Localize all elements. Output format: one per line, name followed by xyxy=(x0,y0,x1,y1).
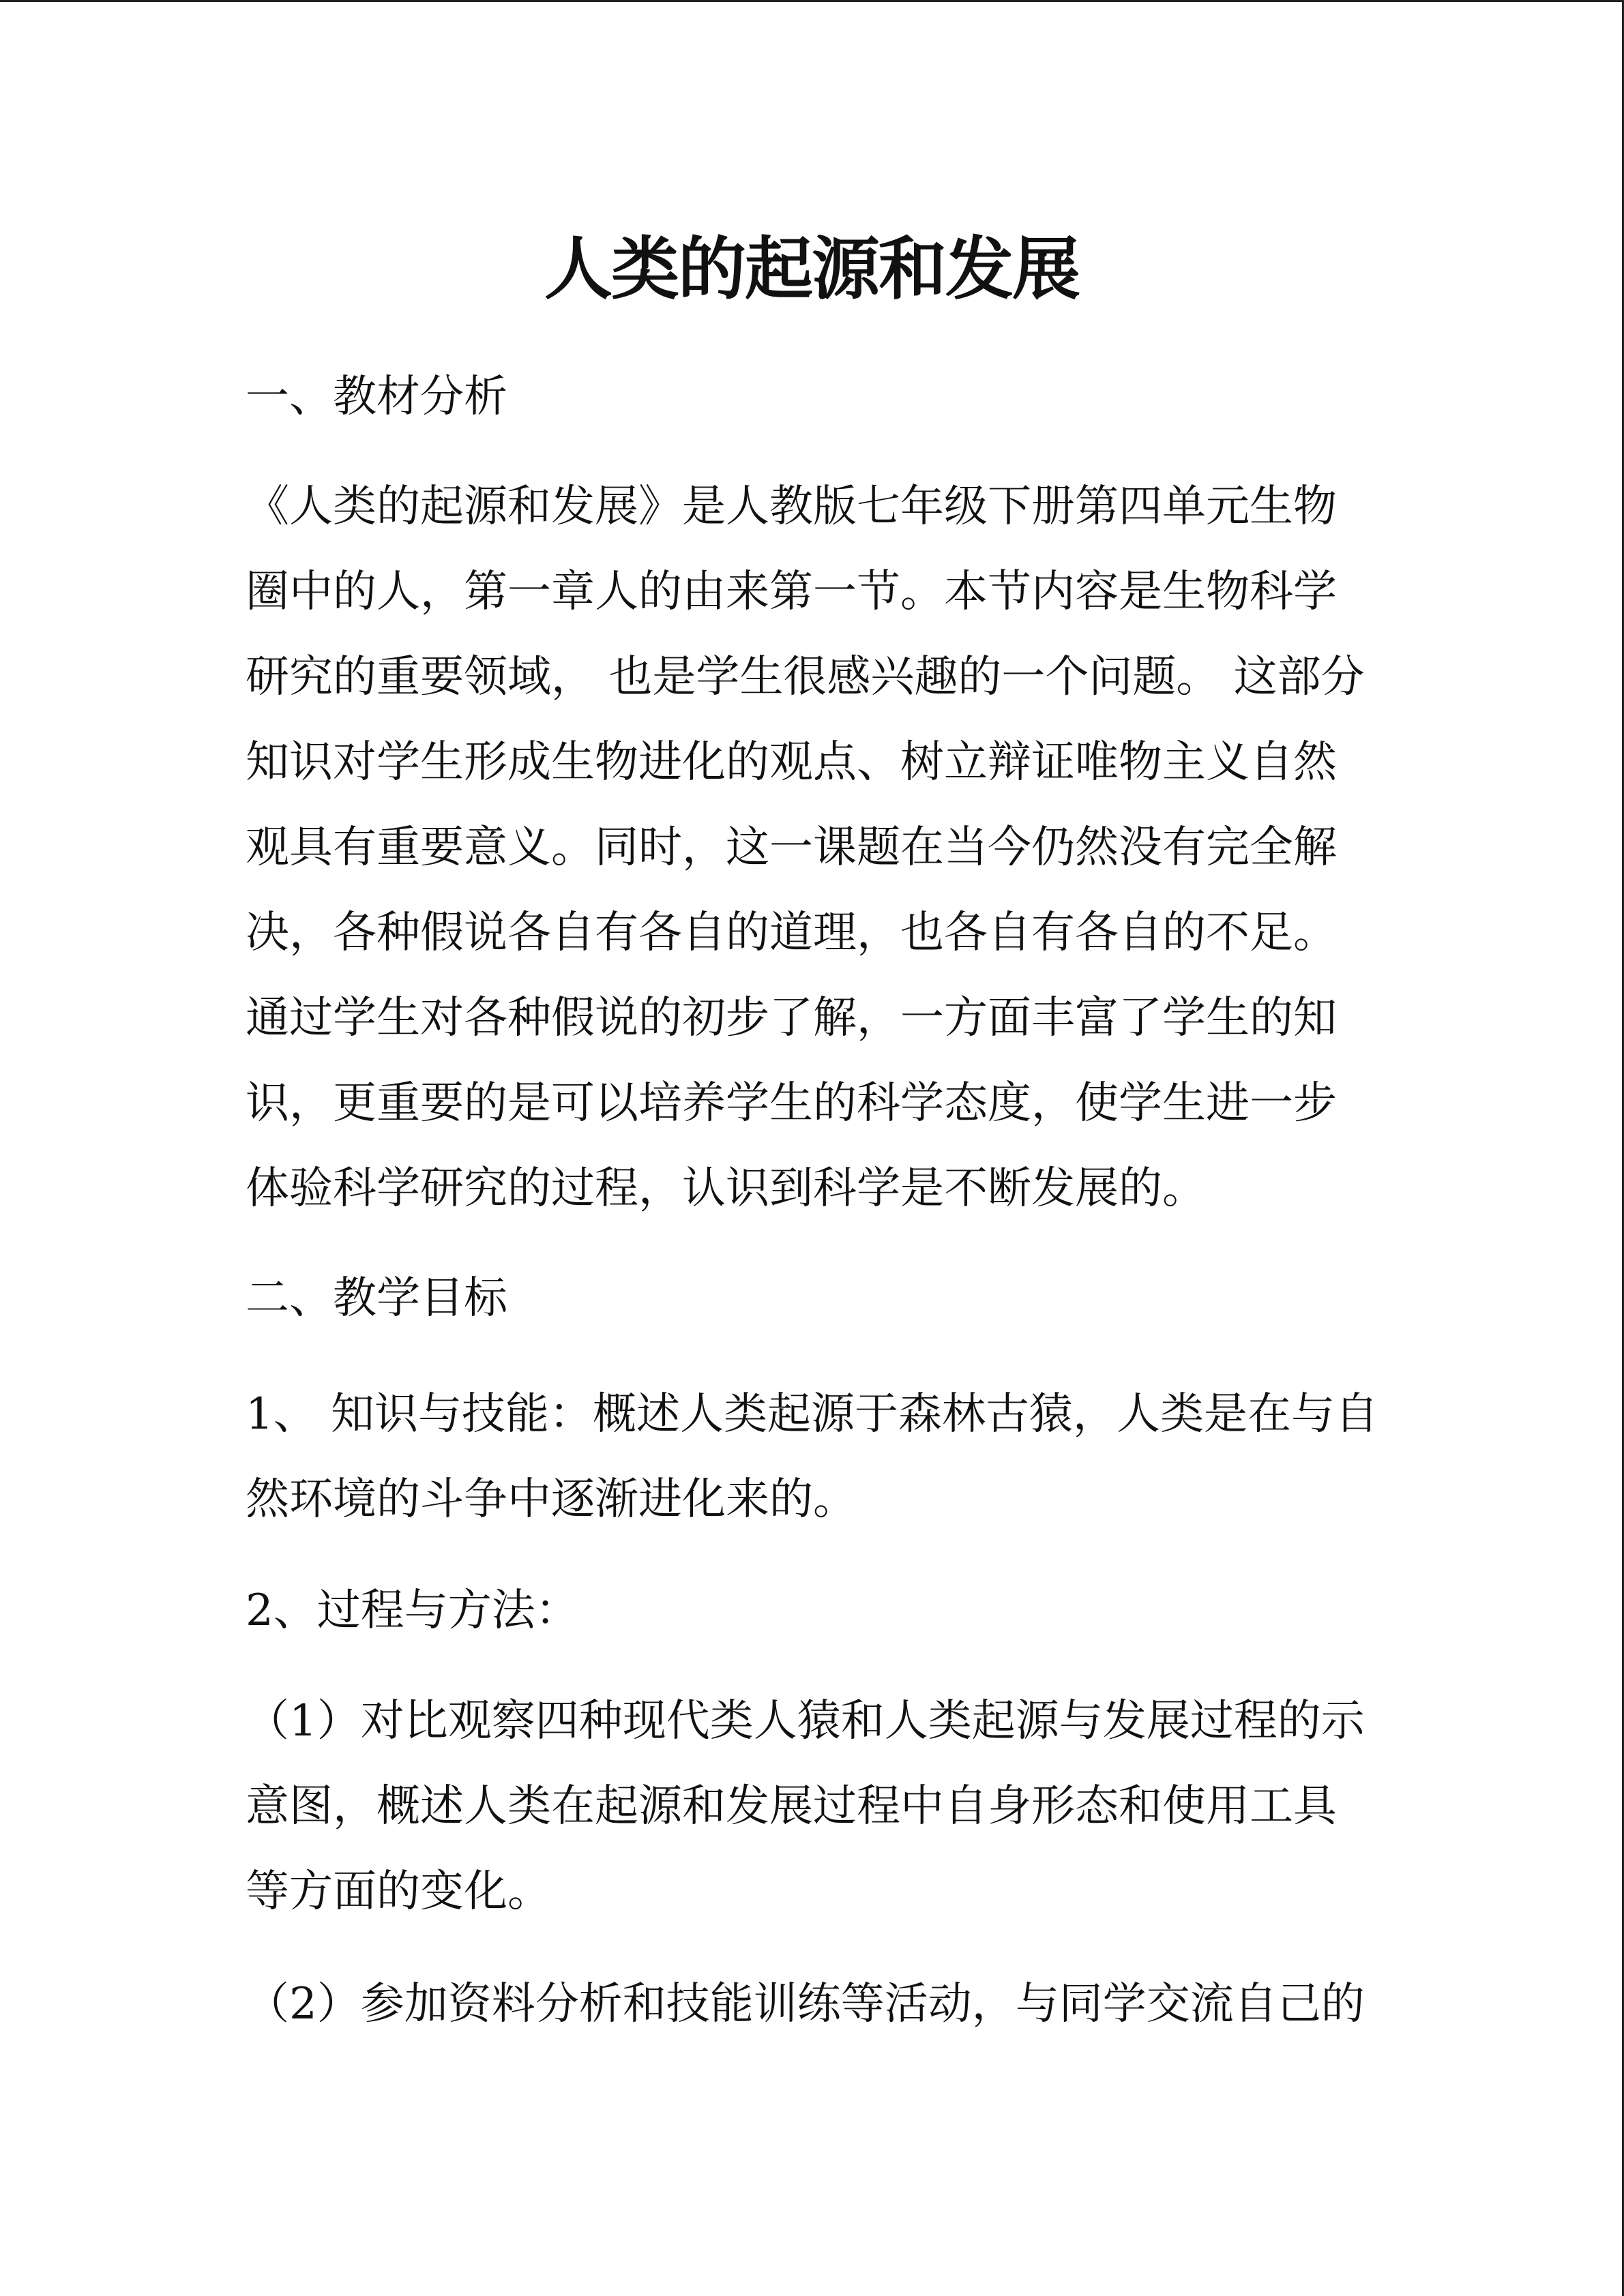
paragraph-line: 体验科学研究的过程，认识到科学是不断发展的。 xyxy=(246,1163,1206,1214)
paragraph-line: 观具有重要意义。同时，这一课题在当今仍然没有完全解 xyxy=(246,822,1337,873)
section-heading-textbook-analysis: 一、教材分析 xyxy=(246,372,507,422)
paragraph-line: 研究的重要领域， 也是学生很感兴趣的一个问题。 这部分 xyxy=(246,652,1365,702)
paragraph-line: 决，各种假说各自有各自的道理，也各自有各自的不足。 xyxy=(246,908,1337,958)
paragraph-line: 1、 知识与技能：概述人类起源于森林古猿，人类是在与自 xyxy=(246,1389,1379,1440)
section-heading-teaching-objectives: 二、教学目标 xyxy=(246,1273,507,1324)
paragraph-line: 圈中的人，第一章人的由来第一节。本节内容是生物科学 xyxy=(246,567,1337,617)
paragraph-line: 识，更重要的是可以培养学生的科学态度，使学生进一步 xyxy=(246,1078,1337,1129)
paragraph-line: （2）参加资料分析和技能训练等活动，与同学交流自己的 xyxy=(246,1979,1365,2029)
paragraph-line: 然环境的斗争中逐渐进化来的。 xyxy=(246,1474,857,1525)
subheading-process-methods: 2、过程与方法： xyxy=(246,1585,579,1636)
paragraph-line: 《人类的起源和发展》是人教版七年级下册第四单元生物 xyxy=(246,481,1337,532)
paragraph-line: （1）对比观察四种现代类人猿和人类起源与发展过程的示 xyxy=(246,1696,1365,1746)
paragraph-line: 通过学生对各种假说的初步了解，一方面丰富了学生的知 xyxy=(246,993,1337,1043)
paragraph-line: 等方面的变化。 xyxy=(246,1866,551,1917)
document-title: 人类的起源和发展 xyxy=(544,229,1079,309)
paragraph-line: 意图，概述人类在起源和发展过程中自身形态和使用工具 xyxy=(246,1781,1337,1832)
paragraph-line: 知识对学生形成生物进化的观点、树立辩证唯物主义自然 xyxy=(246,737,1337,788)
page-top-border xyxy=(0,0,1624,2)
